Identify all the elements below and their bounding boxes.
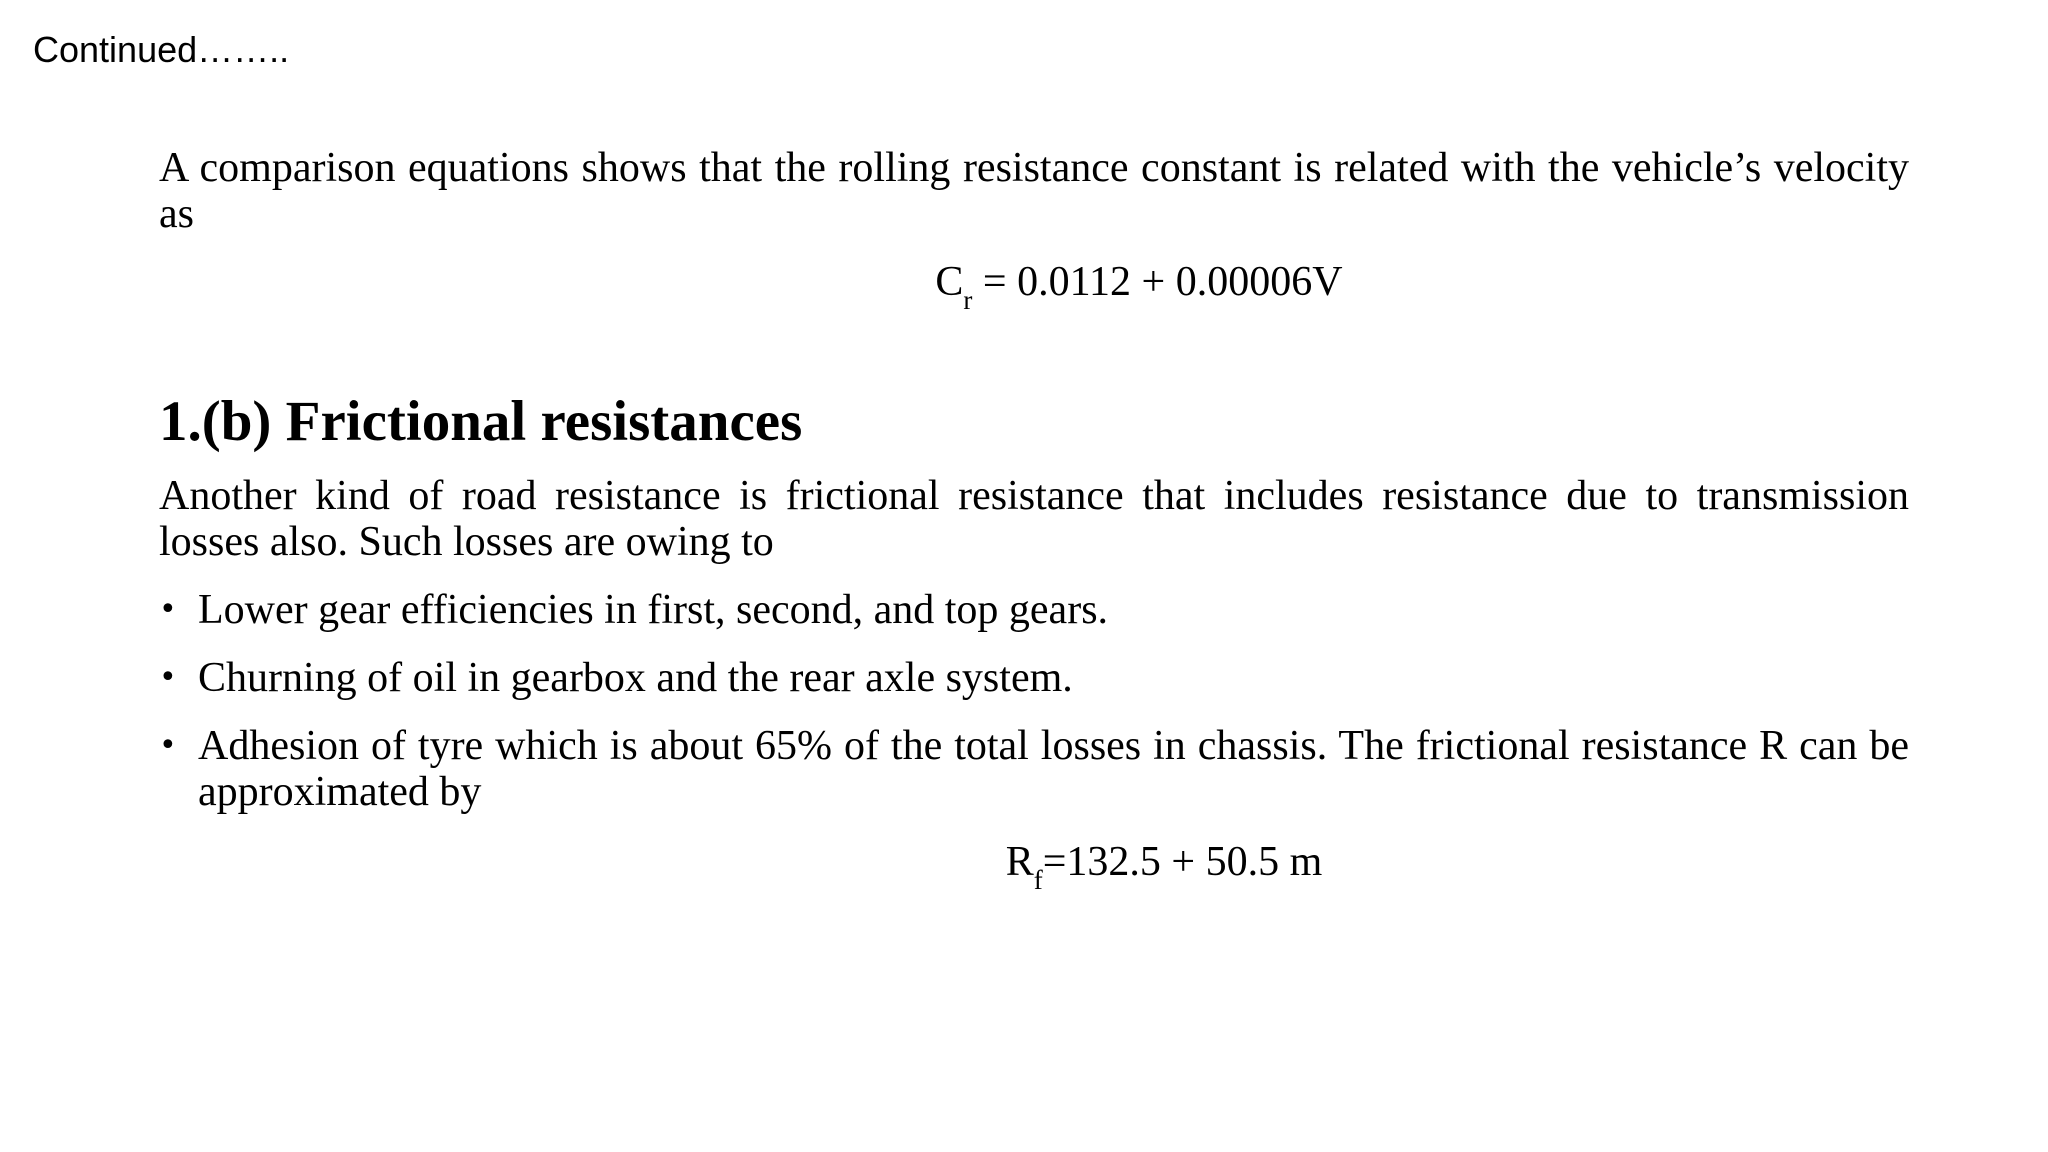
list-item-text: Lower gear efficiencies in first, second, and top gears. [198, 587, 1109, 633]
list-item [159, 655, 1909, 701]
equation-expression: =132.5 + 50.5 m [1042, 839, 1323, 885]
equation-symbol: R [1005, 839, 1034, 885]
intro-paragraph: A comparison equations shows that the rolling resistance constant is related with the vehicle’s velocity as [159, 145, 1909, 237]
list-item-text: Churning of oil in gearbox and the rear axle system. [198, 655, 1073, 701]
section-paragraph: Another kind of road resistance is frictional resistance that includes resistance due to transmission losses also. Such losses are owing to [159, 473, 1909, 565]
slide-content [159, 145, 1909, 895]
equation-expression: = 0.0112 + 0.00006V [972, 259, 1343, 305]
list-item-text: Adhesion of tyre which is about 65% of the total losses in chassis. The frictional resistance R can be approximated by [198, 723, 1909, 815]
section-heading: 1.(b) Frictional resistances [159, 390, 803, 453]
loss-list [159, 587, 1909, 815]
list-item [159, 723, 1909, 815]
rolling-resistance-equation [159, 257, 1909, 315]
equation-subscript: r [963, 285, 973, 315]
bullet-icon: • [159, 728, 177, 763]
list-item [159, 587, 1909, 633]
equation-subscript: f [1033, 865, 1043, 895]
bullet-icon: • [159, 660, 177, 695]
frictional-resistance-equation [159, 837, 1909, 895]
bullet-icon: • [159, 592, 177, 627]
equation-symbol: C [935, 259, 964, 305]
continued-label: Continued…….. [33, 29, 290, 70]
